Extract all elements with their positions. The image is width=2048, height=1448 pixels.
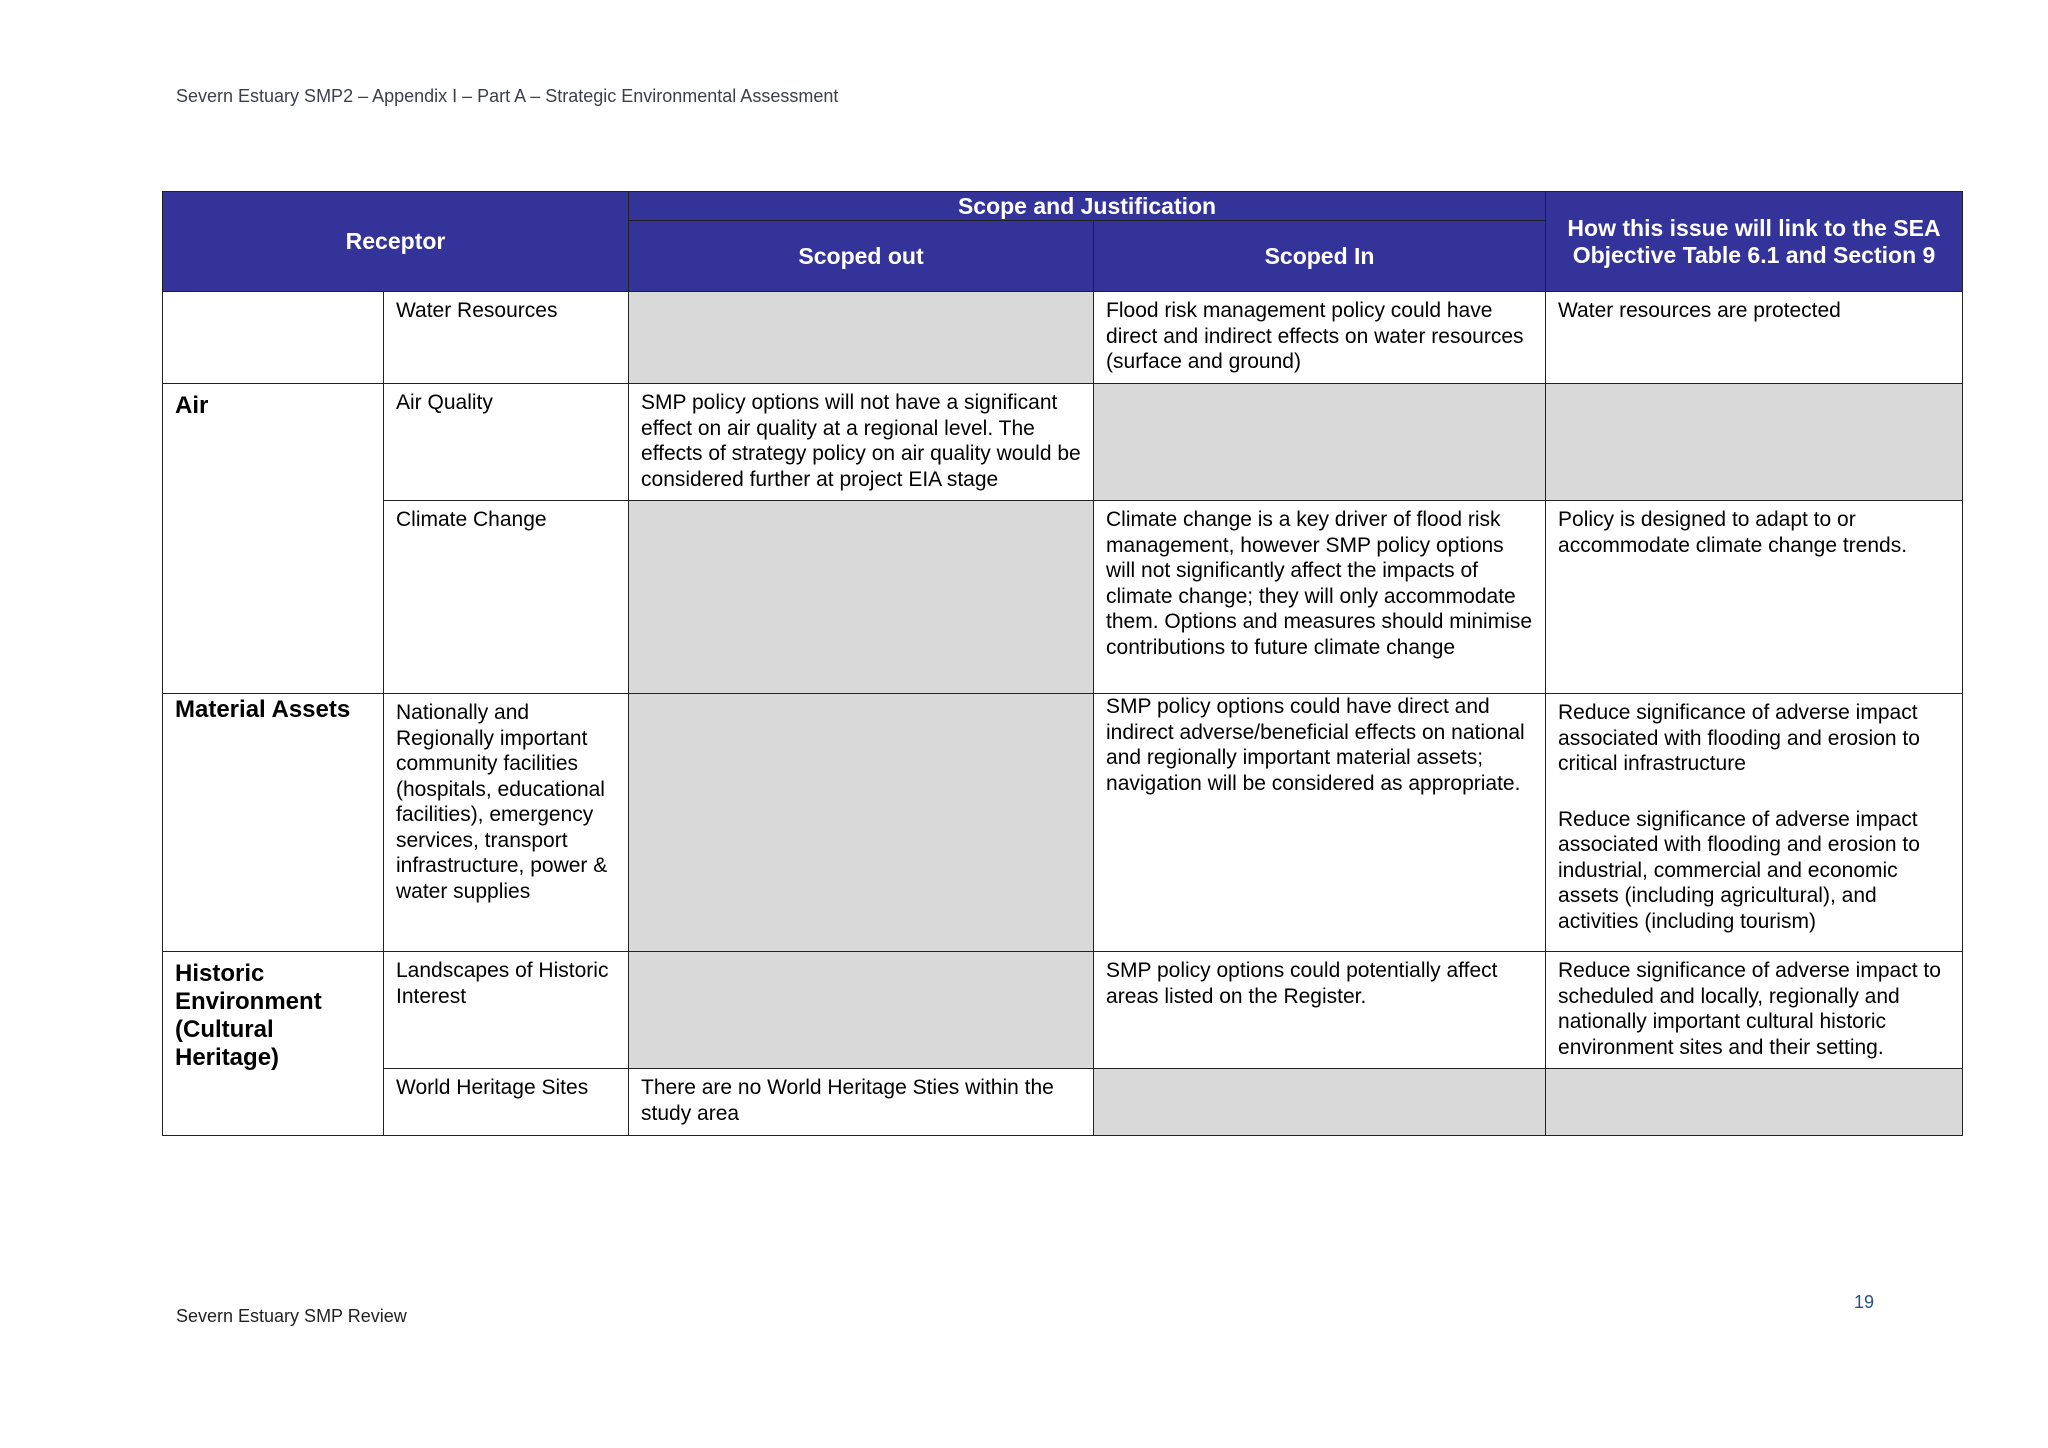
scoped-out-cell xyxy=(629,694,1094,952)
table-row xyxy=(163,1069,1963,1136)
table-row xyxy=(163,292,1963,384)
sub-receptor-cell: Air Quality xyxy=(384,384,629,501)
sea-link-cell xyxy=(1546,384,1963,501)
receptor-cell: Historic Environment (Cultural Heritage) xyxy=(163,952,384,1136)
header-scope-justification: Scope and Justification xyxy=(629,192,1546,221)
sub-receptor-cell: Climate Change xyxy=(384,501,629,694)
scoped-out-cell: There are no World Heritage Sties within the study area xyxy=(629,1069,1094,1136)
header-sea-link: How this issue will link to the SEA Objective Table 6.1 and Section 9 xyxy=(1546,192,1963,292)
scoped-in-cell: Climate change is a key driver of flood risk management, however SMP policy options will not significantly affect the impacts of climate change; they will only accommodate them. Options and measures should minimise contributions to future climate change xyxy=(1094,501,1546,694)
sea-link-cell: Reduce significance of adverse impact associated with flooding and erosion to critical infrastructure Reduce significance of adverse impact associated with flooding and erosion to industrial, commercial and economic assets (including agricultural), and activities (including tourism) xyxy=(1546,694,1963,952)
table-row xyxy=(163,694,1963,952)
header-scoped-out: Scoped out xyxy=(629,221,1094,292)
scoped-out-cell xyxy=(629,952,1094,1069)
sea-link-cell: Policy is designed to adapt to or accommodate climate change trends. xyxy=(1546,501,1963,694)
header-receptor: Receptor xyxy=(163,192,629,292)
receptor-cell: Material Assets xyxy=(163,694,384,952)
scoping-table xyxy=(162,191,1963,1136)
scoped-out-cell xyxy=(629,292,1094,384)
sub-receptor-cell: World Heritage Sites xyxy=(384,1069,629,1136)
running-header: Severn Estuary SMP2 – Appendix I – Part A – Strategic Environmental Assessment xyxy=(176,86,839,106)
table-row xyxy=(163,501,1963,694)
page-number: 19 xyxy=(1854,1292,1875,1312)
scoped-in-cell: SMP policy options could have direct and indirect adverse/beneficial effects on national and regionally important material assets; navigation will be considered as appropriate. xyxy=(1094,694,1546,952)
sea-link-cell: Water resources are protected xyxy=(1546,292,1963,384)
table-row xyxy=(163,384,1963,501)
sub-receptor-cell: Nationally and Regionally important community facilities (hospitals, educational facilities), emergency services, transport infrastructure, power & water supplies xyxy=(384,694,629,952)
receptor-cell xyxy=(163,292,384,384)
scoped-in-cell: Flood risk management policy could have direct and indirect effects on water resources (surface and ground) xyxy=(1094,292,1546,384)
scoped-out-cell xyxy=(629,501,1094,694)
sub-receptor-cell: Water Resources xyxy=(384,292,629,384)
table-row xyxy=(163,952,1963,1069)
receptor-cell: Air xyxy=(163,384,384,694)
sub-receptor-cell: Landscapes of Historic Interest xyxy=(384,952,629,1069)
sea-link-cell: Reduce significance of adverse impact to scheduled and locally, regionally and nationally important cultural historic environment sites and their setting. xyxy=(1546,952,1963,1069)
document-footer: Severn Estuary SMP Review xyxy=(176,1306,407,1326)
scoped-in-cell xyxy=(1094,1069,1546,1136)
scoped-out-cell: SMP policy options will not have a significant effect on air quality at a regional level. The effects of strategy policy on air quality would be considered further at project EIA stage xyxy=(629,384,1094,501)
sea-link-cell xyxy=(1546,1069,1963,1136)
scoped-in-cell: SMP policy options could potentially affect areas listed on the Register. xyxy=(1094,952,1546,1069)
scoped-in-cell xyxy=(1094,384,1546,501)
header-scoped-in: Scoped In xyxy=(1094,221,1546,292)
